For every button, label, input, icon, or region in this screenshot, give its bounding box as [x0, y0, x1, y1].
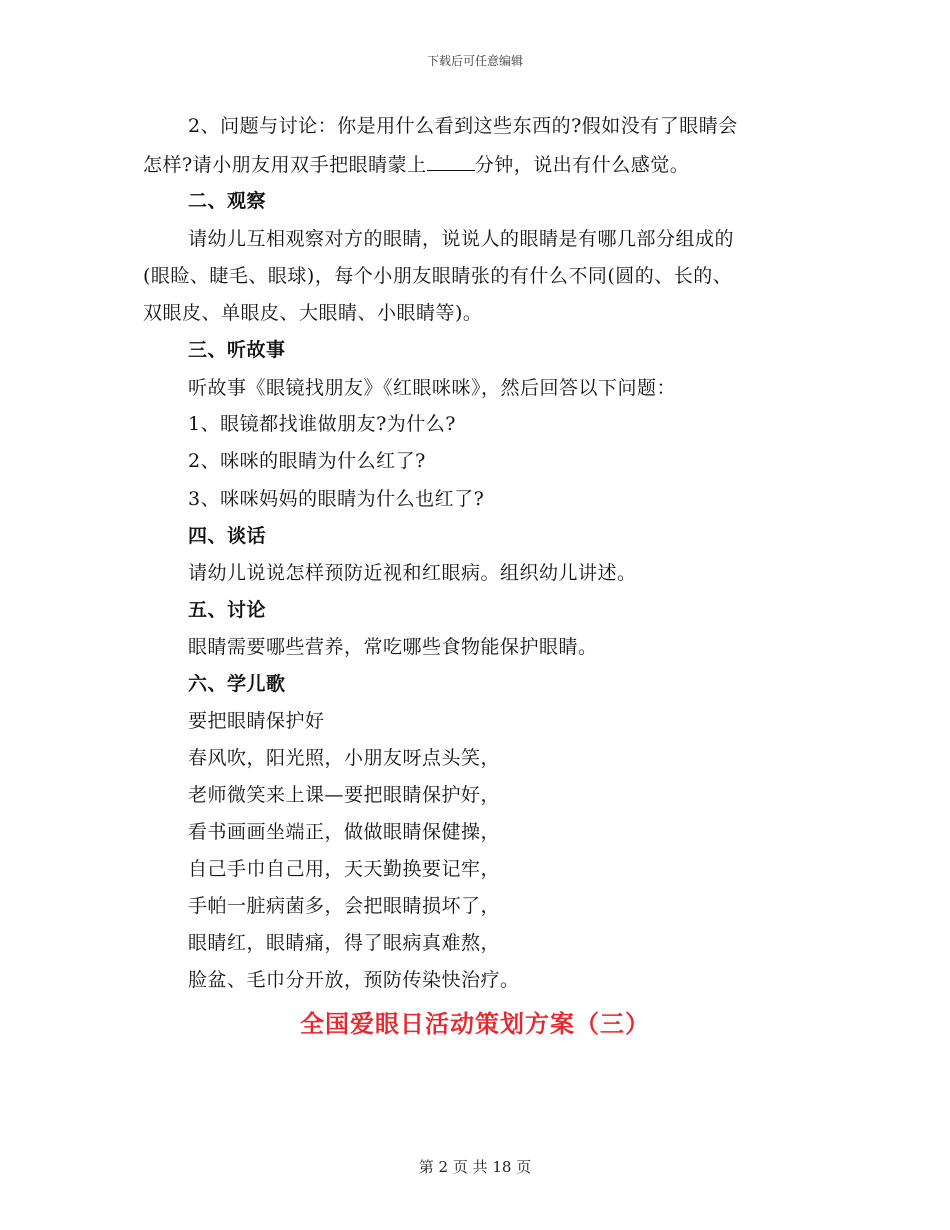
song-line: 自己手巾自己用，天天勤换要记牢，: [188, 858, 501, 880]
question-2-text-a: 怎样?请小朋友用双手把眼睛蒙上: [143, 154, 427, 176]
song-line: 老师微笑来上课—要把眼睛保护好，: [188, 784, 501, 806]
song-line: 脸盆、毛巾分开放，预防传染快治疗。: [188, 969, 520, 991]
section-title: 全国爱眼日活动策划方案（三）: [300, 1009, 650, 1038]
discuss-text: 眼睛需要哪些营养，常吃哪些食物能保护眼睛。: [188, 636, 598, 658]
observe-line-2: (眼睑、睫毛、眼球)，每个小朋友眼睛张的有什么不同(圆的、长的、: [143, 265, 733, 287]
heading-talk: 四、谈话: [188, 525, 267, 547]
song-line: 要把眼睛保护好: [188, 710, 325, 732]
heading-song: 六、学儿歌: [188, 673, 286, 695]
story-intro: 听故事《眼镜找朋友》《红眼咪咪》，然后回答以下问题：: [188, 377, 677, 399]
observe-line-1: 请幼儿互相观察对方的眼睛，说说人的眼睛是有哪几部分组成的: [188, 228, 735, 250]
story-question-1: 1、眼镜都找谁做朋友?为什么?: [188, 413, 456, 435]
story-question-2: 2、咪咪的眼睛为什么红了?: [188, 450, 426, 472]
question-2-line-1: 2、问题与讨论：你是用什么看到这些东西的?假如没有了眼睛会: [188, 115, 738, 137]
fill-blank: [427, 152, 475, 171]
observe-line-3: 双眼皮、单眼皮、大眼睛、小眼睛等)。: [143, 302, 483, 324]
question-2-text-b: 分钟，说出有什么感觉。: [474, 154, 690, 176]
heading-discuss: 五、讨论: [188, 599, 267, 621]
heading-story: 三、听故事: [188, 339, 286, 361]
song-line: 看书画画坐端正，做做眼睛保健操，: [188, 821, 501, 843]
heading-observe: 二、观察: [188, 190, 267, 212]
song-line: 眼睛红，眼睛痛，得了眼病真难熬，: [188, 932, 501, 954]
song-line: 春风吹，阳光照，小朋友呀点头笑，: [188, 747, 501, 769]
talk-text: 请幼儿说说怎样预防近视和红眼病。组织幼儿讲述。: [188, 562, 637, 584]
story-question-3: 3、咪咪妈妈的眼睛为什么也红了?: [188, 488, 485, 510]
song-line: 手帕一脏病菌多，会把眼睛损坏了，: [188, 895, 501, 917]
page-number: 第 2 页 共 18 页: [418, 1158, 532, 1176]
question-2-line-2: [143, 152, 689, 177]
page-header-note: 下载后可任意编辑: [426, 54, 523, 68]
